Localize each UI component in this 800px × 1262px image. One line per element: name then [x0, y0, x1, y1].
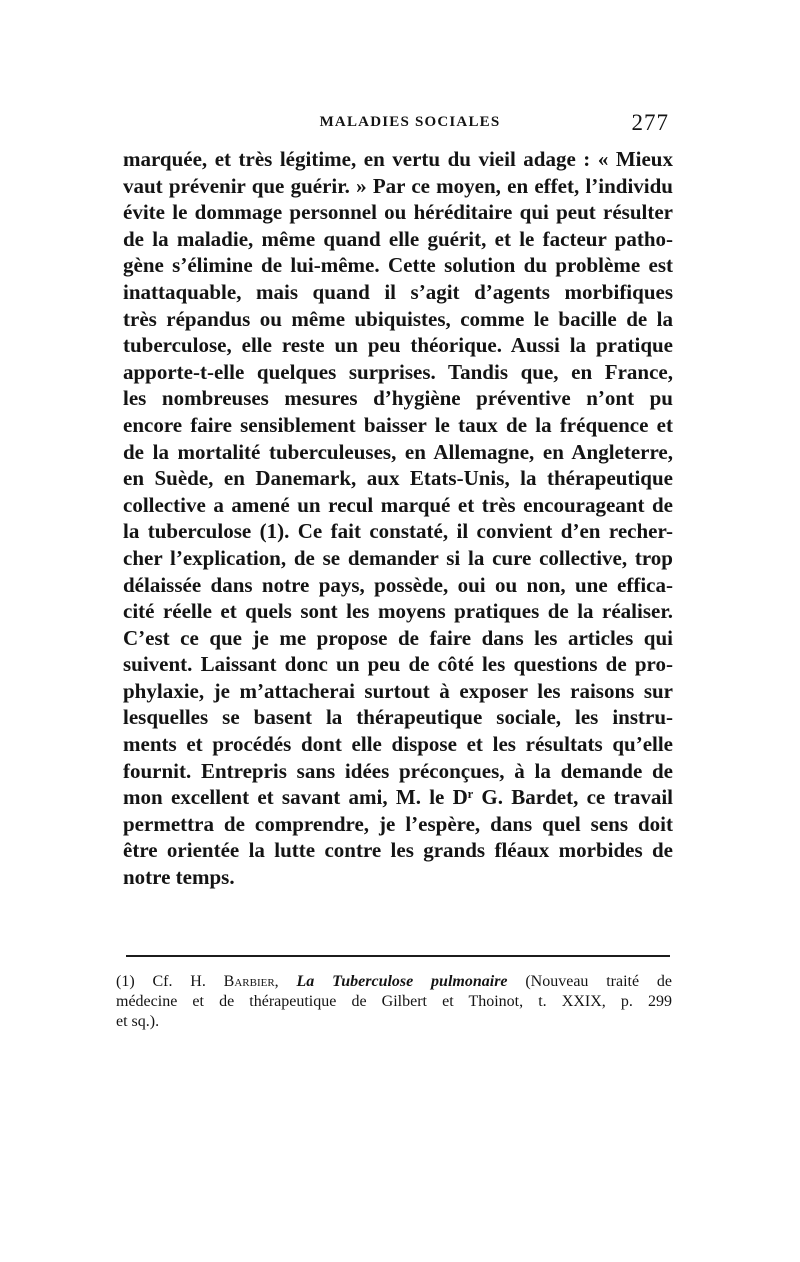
text-line: délaissée dans notre pays, possède, oui ou non, une effica-: [123, 572, 673, 597]
footnote-title: La Tuberculose pulmonaire: [296, 973, 508, 990]
footnote-cf: Cf. H.: [152, 973, 206, 990]
text-line: encore faire sensiblement baisser le taux de la fréquence et: [123, 412, 673, 437]
footnote-line-1: [116, 972, 672, 992]
footnote: [116, 972, 672, 1032]
text-line: apporte-t-elle quelques surprises. Tandis que, en France,: [123, 359, 673, 384]
text-line: de la maladie, même quand elle guérit, et le facteur patho-: [123, 226, 673, 251]
running-head: [0, 112, 800, 142]
text-line: fournit. Entrepris sans idées préconçues, à la demande de: [123, 758, 673, 783]
text-line: lesquelles se basent la thérapeutique sociale, les instru-: [123, 705, 673, 730]
text-line: très répandus ou même ubiquistes, comme le bacille de la: [123, 306, 673, 331]
text-line: la tuberculose (1). Ce fait constaté, il convient d’en recher-: [123, 519, 673, 544]
text-line: phylaxie, je m’attacherai surtout à exposer les raisons sur: [123, 678, 673, 703]
text-line: marquée, et très légitime, en vertu du vieil adage : « Mieux: [123, 147, 673, 171]
text-line: tuberculose, elle reste un peu théorique. Aussi la pratique: [123, 333, 673, 358]
running-title: MALADIES SOCIALES: [319, 114, 501, 130]
footnote-line-3: et sq.).: [116, 1013, 160, 1030]
text-line: mon excellent et savant ami, M. le Dʳ G. Bardet, ce travail: [123, 785, 673, 810]
footnote-marker: (1): [116, 973, 135, 990]
text-line: ments et procédés dont elle dispose et les résultats qu’elle: [123, 732, 673, 757]
text-line: cher l’explication, de se demander si la cure collective, trop: [123, 545, 673, 570]
footnote-divider: [126, 955, 670, 957]
text-line: en Suède, en Danemark, aux Etats-Unis, la thérapeutique: [123, 466, 673, 491]
body-paragraph: [123, 146, 673, 891]
text-line: suivent. Laissant donc un peu de côté les questions de pro-: [123, 652, 673, 677]
text-line: vaut prévenir que guérir. » Par ce moyen, en effet, l’individu: [123, 173, 673, 198]
text-line: gène s’élimine de lui-même. Cette solution du problème est: [123, 253, 673, 278]
text-line: être orientée la lutte contre les grands fléaux morbides de: [123, 838, 673, 863]
text-line: collective a amené un recul marqué et très encourageant de: [123, 492, 673, 517]
text-line: évite le dommage personnel ou héréditaire qui peut résulter: [123, 200, 673, 225]
text-line: permettra de comprendre, je l’espère, dans quel sens doit: [123, 811, 673, 836]
text-line: cité réelle et quels sont les moyens pratiques de la réaliser.: [123, 599, 673, 624]
footnote-author: Barbier,: [223, 973, 279, 990]
text-line: C’est ce que je me propose de faire dans les articles qui: [123, 625, 673, 650]
footnote-line-2: médecine et de thérapeutique de Gilbert et Thoinot, t. XXIX, p. 299: [116, 993, 672, 1010]
footnote-line1-rest: (Nouveau traité de: [525, 973, 673, 990]
text-line: notre temps.: [123, 865, 235, 890]
page-number: 277: [631, 110, 669, 135]
text-line: inattaquable, mais quand il s’agit d’agents morbifiques: [123, 279, 673, 304]
text-line: de la mortalité tuberculeuses, en Allemagne, en Angleterre,: [123, 439, 673, 464]
text-line: les nombreuses mesures d’hygiène préventive n’ont pu: [123, 386, 673, 411]
